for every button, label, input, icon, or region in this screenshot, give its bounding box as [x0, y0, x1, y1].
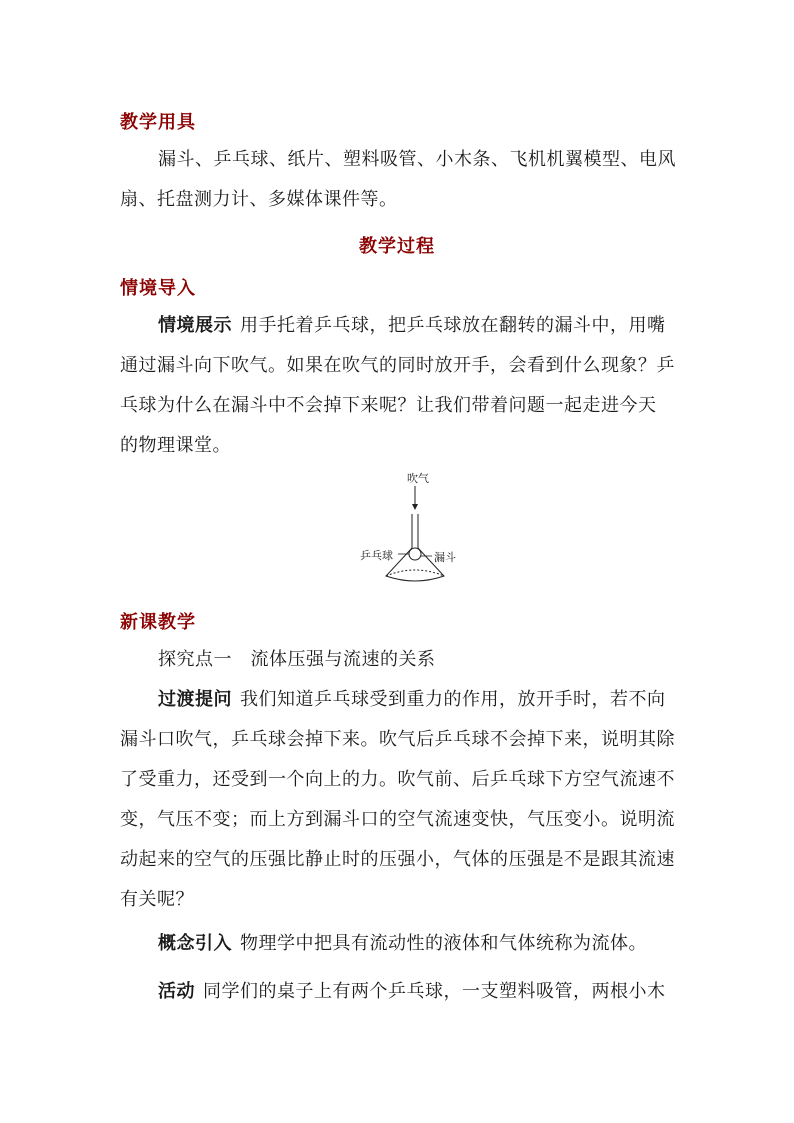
transition-line-5: 动起来的空气的压强比静止时的压强小，气体的压强是不是跟其流速 [120, 849, 675, 870]
transition-line-6: 有关呢？ [120, 889, 194, 910]
intro-paragraph-line-3: 乓球为什么在漏斗中不会掉下来呢？让我们带着问题一起走进今天 [120, 395, 657, 416]
funnel-illustration [350, 470, 480, 590]
concept-text: 物理学中把具有流动性的液体和气体统称为流体。 [240, 933, 647, 954]
tools-text-line-1: 漏斗、乒乓球、纸片、塑料吸管、小木条、飞机机翼模型、电风 [158, 149, 676, 170]
intro-paragraph-line-4: 的物理课堂。 [120, 435, 231, 456]
intro-lead-label: 情境展示 [158, 315, 232, 336]
section-heading-tools: 教学用具 [120, 112, 196, 133]
transition-line-1 [158, 688, 666, 712]
concept-line [158, 932, 647, 956]
concept-lead-label: 概念引入 [158, 933, 232, 954]
activity-lead-label: 活动 [158, 981, 195, 1002]
activity-text: 同学们的桌子上有两个乒乓球，一支塑料吸管，两根小木 [203, 981, 666, 1002]
section-heading-process: 教学过程 [359, 236, 435, 257]
section-heading-new-lesson: 新课教学 [120, 612, 196, 633]
tools-text-line-2: 扇、托盘测力计、多媒体课件等。 [120, 189, 398, 210]
transition-line-4: 变，气压不变；而上方到漏斗口的空气流速变快，气压变小。说明流 [120, 809, 675, 830]
figure-label-funnel: 漏斗 [434, 551, 456, 564]
topic-line: 探究点一 流体压强与流速的关系 [158, 649, 436, 670]
intro-text-1: 用手托着乒乓球，把乒乓球放在翻转的漏斗中，用嘴 [240, 315, 666, 336]
transition-line-3: 了受重力，还受到一个向上的力。吹气前、后乒乓球下方空气流速不 [120, 769, 675, 790]
section-heading-intro: 情境导入 [120, 278, 196, 299]
intro-paragraph-line-1 [158, 314, 666, 338]
transition-line-2: 漏斗口吹气，乒乓球会掉下来。吹气后乒乓球不会掉下来，说明其除 [120, 729, 675, 750]
transition-text-1: 我们知道乒乓球受到重力的作用，放开手时，若不向 [240, 689, 666, 710]
funnel-diagram [350, 470, 480, 590]
figure-label-ball: 乒乓球 [360, 549, 393, 562]
transition-lead-label: 过渡提问 [158, 689, 232, 710]
intro-paragraph-line-2: 通过漏斗向下吹气。如果在吹气的同时放开手，会看到什么现象？乒 [120, 355, 675, 376]
figure-label-blow: 吹气 [407, 472, 429, 485]
activity-line [158, 980, 666, 1004]
